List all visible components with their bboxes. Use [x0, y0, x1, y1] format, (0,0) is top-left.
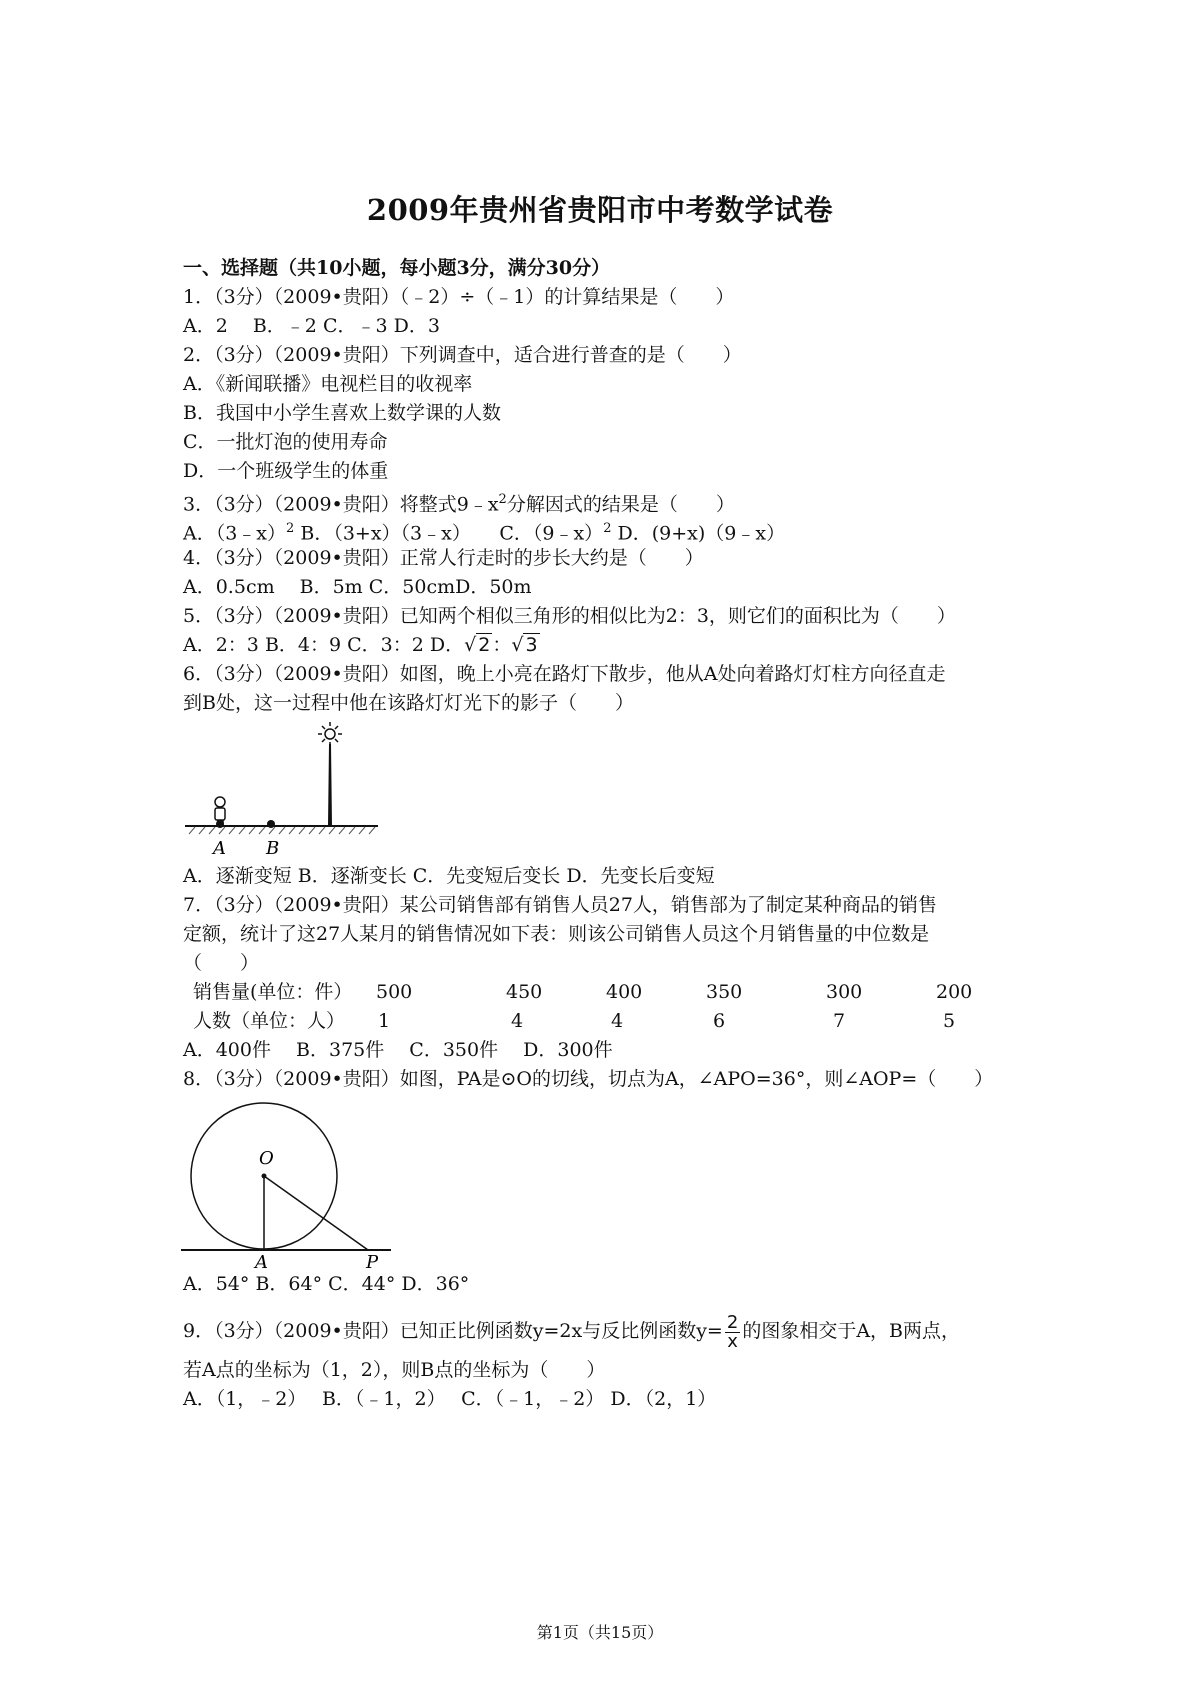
table-cell: 6 — [713, 1010, 726, 1032]
q9-options: A．（1，﹣2） B．（﹣1，2） C．（﹣1，﹣2） D．（2，1） — [183, 1388, 717, 1410]
lamp-post — [328, 744, 332, 826]
label-a: A — [213, 838, 226, 859]
q4-stem: 4．（3分）（2009•贵阳）正常人行走时的步长大约是（ ） — [183, 547, 704, 569]
table-cell: 500 — [376, 981, 413, 1003]
ground-hatching — [189, 827, 375, 834]
q3-opt-bc: B．（3+x）（3﹣x） C．（9﹣x） — [294, 522, 604, 545]
table-cell: 1 — [378, 1010, 391, 1032]
label-b: B — [266, 838, 280, 859]
table-cell: 450 — [506, 981, 543, 1003]
q5-sqrt-2: √ 2 — [464, 634, 491, 656]
q3-options — [183, 517, 785, 545]
streetlight-figure — [183, 716, 383, 864]
q1-stem: 1．（3分）（2009•贵阳）（﹣2）÷（﹣1）的计算结果是（ ） — [183, 286, 735, 308]
q1-options: A．2 B．﹣2 C．﹣3 D．3 — [183, 315, 440, 337]
q2-option-c: C．一批灯泡的使用寿命 — [183, 431, 388, 453]
page-title: 2009年贵州省贵阳市中考数学试卷 — [366, 193, 834, 227]
section-heading: 一、选择题（共10小题，每小题3分，满分30分） — [183, 257, 611, 279]
q5-rad2: 3 — [525, 634, 538, 656]
point-b-marker — [267, 820, 275, 828]
lamp-light-icon — [318, 722, 342, 746]
q3-stem-pre: 3．（3分）（2009•贵阳）将整式9﹣x — [183, 493, 499, 516]
q9-stem-post: 的图象相交于A，B两点， — [742, 1320, 960, 1342]
q3-stem-sup: 2 — [498, 492, 507, 507]
q3-opt-c-sup: 2 — [603, 521, 612, 536]
page-footer: 第1页（共15页） — [536, 1623, 664, 1642]
table-cell: 人数（单位：人） — [193, 1010, 346, 1032]
center-point — [262, 1174, 267, 1179]
table-cell: 销售量(单位：件） — [193, 981, 353, 1003]
q7-stem-line2: 定额，统计了这27人某月的销售情况如下表：则该公司销售人员这个月销售量的中位数是 — [183, 923, 930, 945]
q6-options: A．逐渐变短 B．逐渐变长 C．先变短后变长 D．先变长后变短 — [183, 865, 715, 887]
table-cell: 200 — [936, 981, 973, 1003]
q2-option-b: B．我国中小学生喜欢上数学课的人数 — [183, 402, 501, 424]
q3-stem-post: 分解因式的结果是（ ） — [506, 493, 735, 516]
q7-stem-line1: 7．（3分）（2009•贵阳）某公司销售部有销售人员27人，销售部为了制定某种商品的销售 — [183, 894, 937, 916]
table-cell: 5 — [943, 1010, 956, 1032]
q5-stem: 5．（3分）（2009•贵阳）已知两个相似三角形的相似比为2：3，则它们的面积比为（ ） — [183, 605, 956, 627]
table-cell: 7 — [833, 1010, 846, 1032]
q7-stem-line3: （ ） — [183, 952, 260, 974]
table-cell: 350 — [706, 981, 743, 1003]
q4-options: A．0.5cm B．5m C．50cmD．50m — [183, 576, 532, 598]
q5-options-pre: A．2：3 B．4：9 C．3：2 D． — [183, 634, 465, 656]
frac-numerator: 2 — [726, 1311, 739, 1333]
q3-stem — [183, 488, 735, 516]
q7-options: A．400件 B．375件 C．350件 D．300件 — [183, 1039, 613, 1061]
q3-opt-a: A．（3﹣x） — [183, 522, 287, 545]
q6-stem-line1: 6．（3分）（2009•贵阳）如图，晚上小亮在路灯下散步，他从A处向着路灯灯柱方向径直走 — [183, 663, 946, 685]
point-a-marker — [216, 820, 224, 828]
tangent-circle-figure — [181, 1096, 396, 1271]
table-cell: 300 — [826, 981, 863, 1003]
q2-option-a: A．《新闻联播》电视栏目的收视率 — [183, 373, 473, 395]
q9-stem-pre: 9．（3分）（2009•贵阳）已知正比例函数y=2x与反比例函数y= — [183, 1320, 723, 1342]
label-p: P — [366, 1252, 379, 1271]
segment-op — [264, 1176, 368, 1250]
label-o: O — [259, 1148, 274, 1169]
frac-denominator: x — [727, 1330, 738, 1352]
q5-rad1: 2 — [478, 634, 491, 656]
table-cell: 4 — [511, 1010, 524, 1032]
q8-stem: 8．（3分）（2009•贵阳）如图，PA是⊙O的切线，切点为A，∠APO=36°，则∠AOP=（ ） — [183, 1068, 994, 1090]
label-a: A — [255, 1252, 268, 1271]
q5-colon: ： — [492, 634, 512, 656]
fraction-2-over-x — [725, 1311, 740, 1352]
q5-sqrt-3: √ 3 — [511, 634, 538, 656]
q8-options: A．54° B．64° C．44° D．36° — [183, 1273, 470, 1295]
table-cell: 4 — [611, 1010, 624, 1032]
q6-stem-line2: 到B处，这一过程中他在该路灯灯光下的影子（ ） — [183, 692, 634, 714]
q9-stem-line1 — [183, 1311, 960, 1351]
q3-opt-d: D．(9+x)（9﹣x） — [611, 522, 786, 545]
q2-stem: 2．（3分）（2009•贵阳）下列调查中，适合进行普查的是（ ） — [183, 344, 742, 366]
q3-opt-a-sup: 2 — [286, 521, 295, 536]
q5-options — [183, 633, 540, 657]
table-cell: 400 — [606, 981, 643, 1003]
q9-stem-line2: 若A点的坐标为（1，2），则B点的坐标为（ ） — [183, 1359, 606, 1381]
q2-option-d: D．一个班级学生的体重 — [183, 460, 389, 482]
